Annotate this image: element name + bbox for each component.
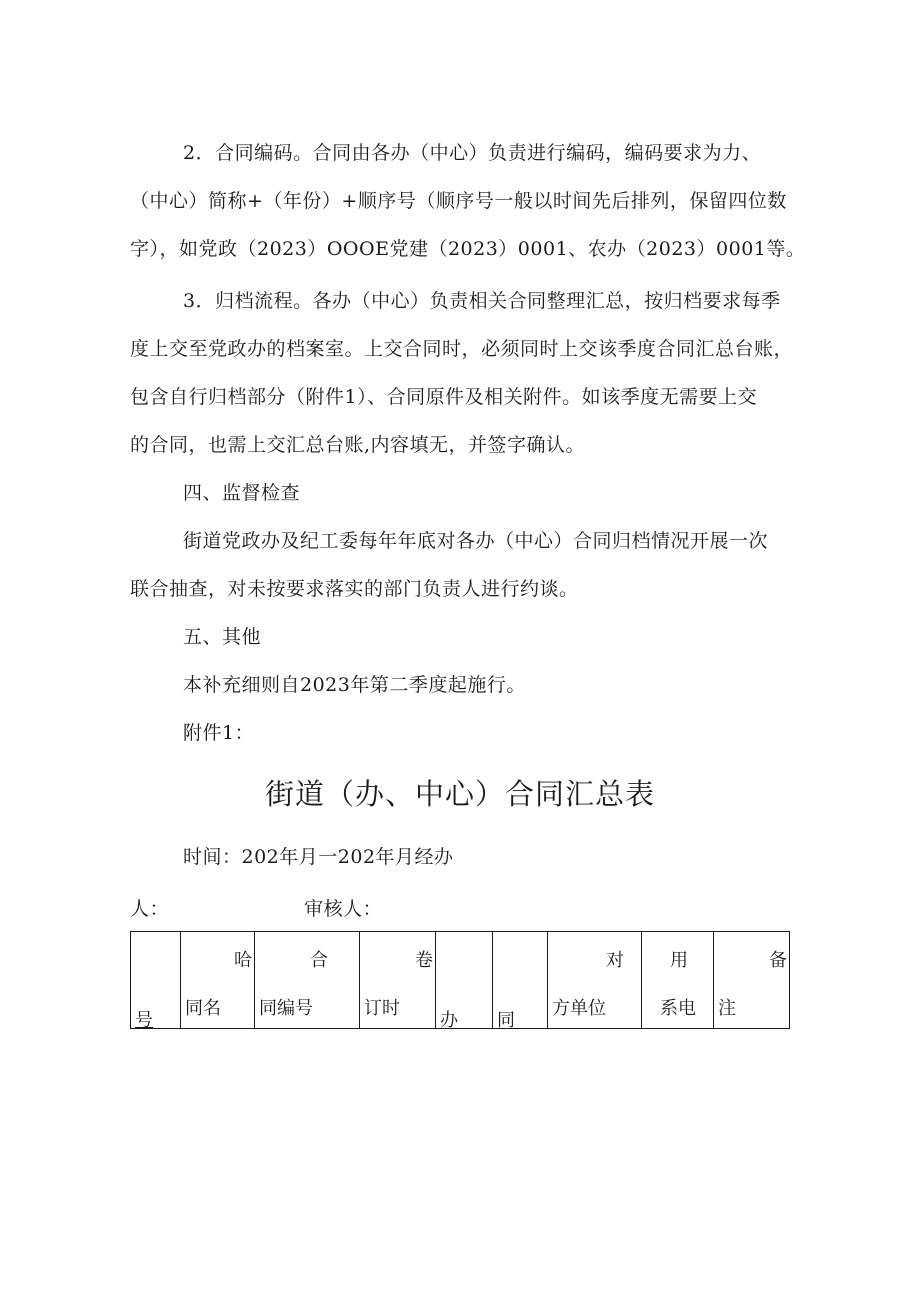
section-heading: 四、监督检查: [183, 482, 301, 504]
paragraph-line: 的合同，也需上交汇总台账,内容填无，并签字确认。: [130, 434, 586, 456]
header-text: 办: [440, 1010, 458, 1031]
header-text: 同名: [185, 998, 221, 1019]
table-header-row: [131, 932, 790, 1029]
table-cell: [493, 932, 548, 1029]
paragraph-line: 本补充细则自2023年第二季度起施行。: [183, 674, 526, 696]
section-heading: 五、其他: [183, 626, 262, 648]
header-text: 对: [606, 950, 624, 971]
attachment-label: 附件1：: [183, 722, 255, 744]
table-cell: [548, 932, 642, 1029]
form-person-line: [130, 897, 810, 921]
reviewer-label: 审核人：: [304, 898, 383, 920]
form-title: 街道（办、中心）合同汇总表: [264, 777, 655, 811]
table-cell: [181, 932, 255, 1029]
header-text: 同编号: [259, 998, 313, 1019]
header-text: 方单位: [552, 998, 606, 1019]
paragraph-line: （中心）简称+（年份）+顺序号（顺序号一般以时间先后排列，保留四位数: [130, 190, 787, 212]
header-text: 合: [310, 950, 328, 971]
header-text: 同: [497, 1010, 515, 1031]
paragraph-line: 街道党政办及纪工委每年年底对各办（中心）合同归档情况开展一次: [183, 530, 769, 552]
table-cell: [642, 932, 714, 1029]
table-cell: [436, 932, 493, 1029]
table-cell: [360, 932, 436, 1029]
header-text: 注: [718, 998, 736, 1019]
header-text: 用: [670, 950, 688, 971]
table-cell: [255, 932, 360, 1029]
form-time-line: 时间：202年月一202年月经办: [183, 846, 454, 868]
contract-summary-table: [130, 931, 790, 1029]
paragraph-line: 度上交至党政办的档案室。上交合同时，必须同时上交该季度合同汇总台账，: [130, 338, 794, 360]
header-text: 号: [135, 1010, 153, 1031]
paragraph-line: 联合抽查，对未按要求落实的部门负责人进行约谈。: [130, 578, 579, 600]
header-text: 卷: [415, 950, 433, 971]
header-text: 备: [769, 950, 787, 971]
header-text: 系电: [660, 998, 696, 1019]
header-text: 订时: [364, 998, 400, 1019]
header-text: 哈: [234, 950, 252, 971]
handler-label-cont: 人：: [130, 898, 170, 920]
paragraph-line: 字），如党政（2023）OOOE党建（2023）0001、农办（2023）0001等。: [130, 238, 806, 260]
paragraph-line: 2．合同编码。合同由各办（中心）负责进行编码，编码要求为力、: [183, 142, 762, 164]
table-cell: [131, 932, 181, 1029]
paragraph-line: 3．归档流程。各办（中心）负责相关合同整理汇总，按归档要求每季: [183, 290, 781, 312]
table-cell: [714, 932, 790, 1029]
paragraph-line: 包含自行归档部分（附件1）、合同原件及相关附件。如该季度无需要上交: [130, 386, 758, 408]
